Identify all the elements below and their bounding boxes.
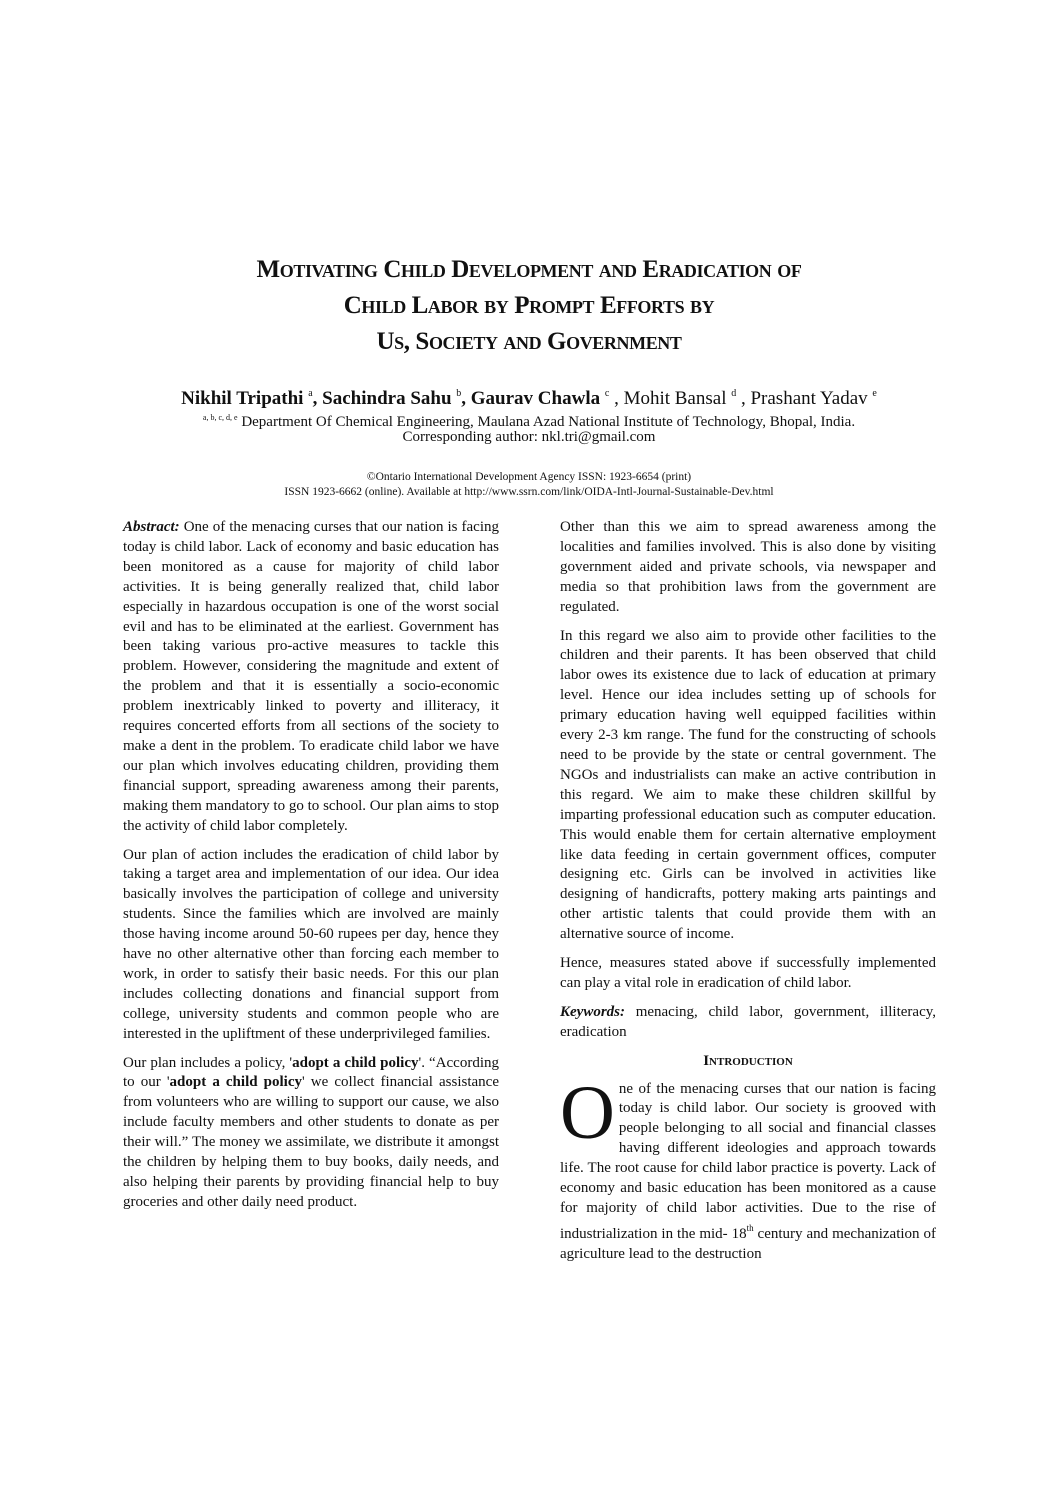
- author-affil-mark: c: [604, 388, 610, 399]
- author-affil-mark: d: [731, 388, 737, 399]
- title-line-1: Motivating Child Development and Eradication of: [256, 256, 802, 283]
- text-run: ' we collect financial assistance from volunteers who are willing to support our cause, we also include faculty members and other students to donate as per their will.” The money we assimilate, we distribute it amongst the children by helping them to buy books, daily needs, and also helping their parents by providing financial help to buy groceries and other daily need product.: [123, 1074, 499, 1210]
- text-run: '. “According to our ': [123, 1054, 499, 1091]
- abstract-label: Abstract:: [123, 519, 180, 535]
- author-affil-mark: b: [456, 388, 462, 399]
- drop-cap: O: [560, 1070, 615, 1155]
- affiliation-marks: a, b, c, d, e: [202, 413, 238, 422]
- policy-name: adopt a child policy: [292, 1054, 419, 1071]
- paragraph: Our plan of action includes the eradication of child labor by taking a target area and implementation of our idea. Our idea basically involves the participation of college and university students. Since the families which are involved are mainly those having income around 50-60 rupees per day, hence they have no other alternative other than forcing each member to work, in order to satisfy their basic needs. For this our plan includes collecting donations and financial support from college, university students and common people who are interested in the upliftment of these underprivileged families.: [123, 846, 499, 1042]
- text-run: century and mechanization of agriculture lead to the destruction: [560, 1225, 936, 1262]
- issn-print: ©Ontario International Development Agency ISSN: 1923-6654 (print): [366, 471, 692, 483]
- section-heading-introduction: Introduction: [703, 1052, 793, 1069]
- paragraph: In this regard we also aim to provide other facilities to the children and their parents. It has been observed that child labor owes its existence due to lack of education at primary level. Hence our idea includes setting up of schools for primary education having well equipped facilities within every 2-3 km range. The fund for the constructing of schools need to be provide by the state or central government. The NGOs and industrialists can make an active contribution in this regard. We aim to make these children skillful by imparting professional education such as computer education. This would enable them for certain alternative employment like data feeding in certain government offices, computer designing etc. Girls can be involved in activities like designing of handicrafts, pottery making arts paintings and other artistic talents that could provide them with an alternative source of income.: [560, 627, 936, 943]
- affiliation-text: Department Of Chemical Engineering, Maulana Azad National Institute of Technology, Bhopal, India.: [241, 414, 856, 430]
- author-name: Prashant Yadav: [750, 388, 868, 409]
- author-name: Sachindra Sahu: [322, 388, 452, 409]
- abstract: [123, 518, 499, 837]
- adopt-policy-paragraph: [123, 1054, 499, 1213]
- author-affil-mark: e: [872, 388, 877, 399]
- text-run: ne of the menacing curses that our nation is facing today is child labor. Our society is grooved with people belonging to all social and financial classes having different ideologies and approach towards life. The root cause for child labor practice is poverty. Lack of economy and basic education has been monitored as a cause for majority of child labor activities. Due to the rise of industrialization in the mid- 18: [560, 1080, 936, 1242]
- issn-online: ISSN 1923-6662 (online). Available at http://www.ssrn.com/link/OIDA-Intl-Journal-Sustainable-Dev.html: [284, 486, 774, 498]
- ordinal-suffix: th: [746, 1222, 754, 1233]
- author-name: Mohit Bansal: [623, 388, 727, 409]
- author-list: Nikhil Tripathi $^a$, Sachindra Sahu $^b$, Gaurav Chawla $^c$ , Mohit Bansal $^d$ , Prashant Yadav $^e$: [181, 388, 877, 409]
- introduction-paragraph: [560, 1070, 936, 1265]
- paper-title: [80, 252, 978, 360]
- left-column: [123, 518, 499, 1222]
- keywords-text: menacing, child labor, government, illiteracy, eradication: [560, 1003, 936, 1040]
- text-run: Our plan includes a policy, ': [123, 1054, 293, 1071]
- corresponding-author: Corresponding author: nkl.tri@gmail.com: [402, 429, 656, 445]
- paragraph: Hence, measures stated above if successfully implemented can play a vital role in eradication of child labor.: [560, 955, 936, 991]
- policy-name: adopt a child policy: [169, 1074, 303, 1091]
- paragraph: Other than this we aim to spread awareness among the localities and families involved. This is also done by visiting government aided and private schools, via newspaper and media so that prohibition laws from the government are regulated.: [560, 519, 936, 615]
- title-line-3: Us, Society and Government: [376, 328, 682, 355]
- author-name: Gaurav Chawla: [470, 388, 601, 409]
- author-affil-mark: a: [308, 388, 313, 399]
- keywords: [560, 1003, 936, 1043]
- title-line-2: Child Labor by Prompt Efforts by: [343, 292, 715, 319]
- right-column: [560, 518, 936, 1274]
- author-name: Nikhil Tripathi: [181, 388, 304, 409]
- keywords-label: Keywords:: [560, 1003, 625, 1020]
- abstract-text: One of the menacing curses that our nation is facing today is child labor. Lack of economy and basic education has been monitored as a cause for majority of child labor activities. It is being generally realized that, child labor especially in hazardous occupation is one of the worst social evil and has to be eliminated at the earliest. Government has been taking various pro-active measures to tackle this problem. However, considering the magnitude and extent of the problem and that it is essentially a socio-economic problem inextricably linked to poverty and illiteracy, it requires concerted efforts from all sections of the society to make a dent in the problem. To eradicate child labor we have our plan which involves educating children, providing them financial support, spreading awareness among their parents, making them mandatory to go to school. Our plan aims to stop the activity of child labor completely.: [123, 519, 499, 834]
